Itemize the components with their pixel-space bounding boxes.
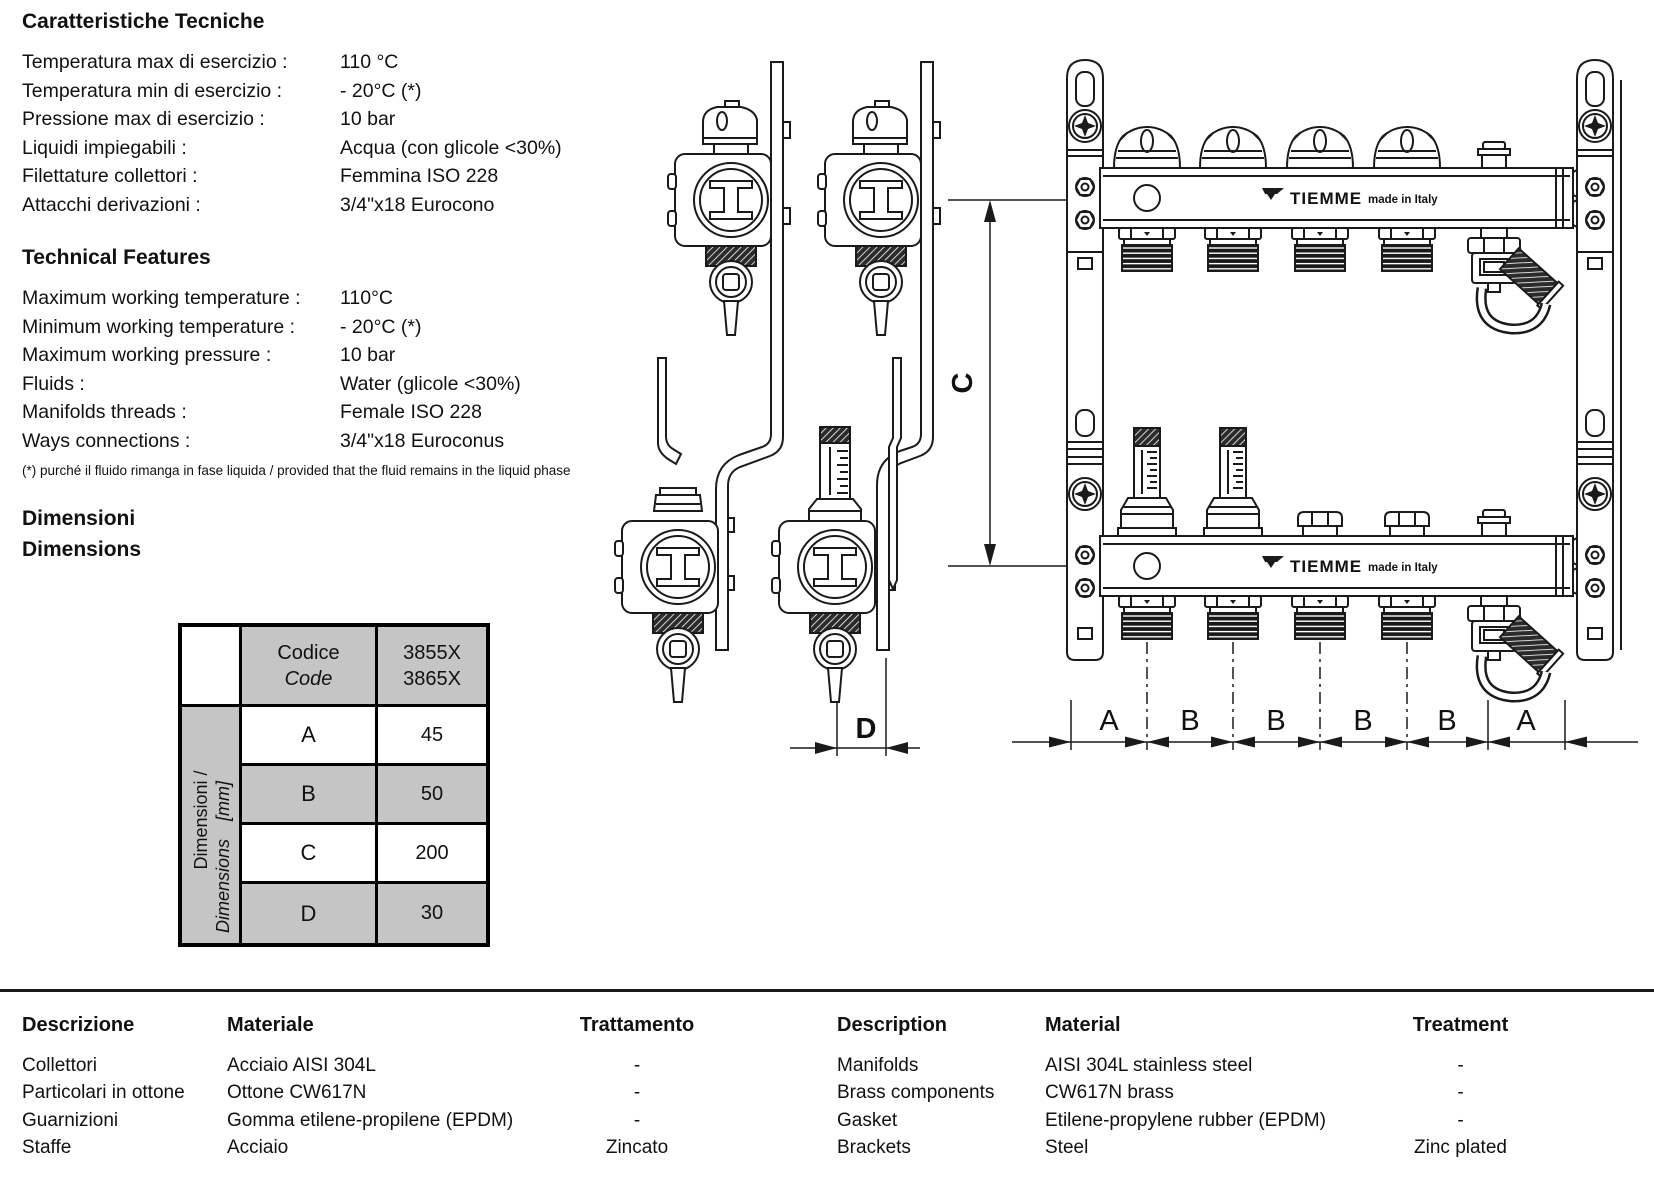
- spec-value: Femmina ISO 228: [340, 165, 499, 188]
- material-cell: Manifolds: [837, 1054, 919, 1076]
- spec-label: Liquidi impiegabili :: [22, 136, 187, 159]
- technical-drawing: [575, 0, 1654, 790]
- material-cell: Gomma etilene-propilene (EPDM): [227, 1109, 514, 1131]
- hex-cap: [1385, 512, 1429, 536]
- spec-value: Female ISO 228: [340, 401, 482, 424]
- material-cell: Guarnizioni: [22, 1109, 119, 1131]
- material-cell: -: [633, 1082, 641, 1103]
- side-label-it: Dimensioni /: [191, 770, 211, 870]
- valve-cap: [1374, 127, 1440, 168]
- dim-row-letter: D: [242, 884, 378, 943]
- side-view-drawing-right: [772, 62, 940, 756]
- code-label-it: Codice: [277, 641, 340, 664]
- dim-row-letter: B: [242, 766, 378, 825]
- material-cell: Particolari in ottone: [22, 1082, 185, 1103]
- dimensions-side-label: [182, 707, 242, 943]
- material-cell: Acciaio AISI 304L: [227, 1054, 376, 1076]
- euroconus-outlet: [1205, 596, 1261, 639]
- material-cell: Staffe: [22, 1137, 72, 1158]
- spec-label: Attacchi derivazioni :: [22, 193, 201, 216]
- spec-value: - 20°C (*): [340, 315, 422, 338]
- liquid-phase-footnote: (*) purché il fluido rimanga in fase liquida / provided that the fluid remains in the liquid phase: [22, 463, 571, 478]
- material-cell: -: [633, 1109, 641, 1131]
- material-cell: -: [633, 1054, 641, 1076]
- material-cell: Collettori: [22, 1054, 97, 1076]
- material-cell: Brackets: [837, 1137, 911, 1158]
- spec-value: - 20°C (*): [340, 79, 422, 102]
- code-header-cell: [242, 627, 378, 707]
- material-cell: Ottone CW617N: [227, 1082, 367, 1103]
- tech-features-title-it: Caratteristiche Tecniche: [22, 10, 265, 33]
- brand-text: TIEMME: [1290, 189, 1363, 208]
- spec-value: 10 bar: [340, 108, 396, 131]
- material-cell: Gasket: [837, 1109, 898, 1131]
- dim-a-label: A: [1099, 705, 1119, 737]
- dim-b-label: B: [1180, 705, 1200, 737]
- dim-row-value: 200: [378, 825, 486, 884]
- spec-value: 3/4"x18 Eurocono: [340, 193, 495, 216]
- spec-value: 110 °C: [340, 51, 399, 73]
- brand-text: TIEMME: [1290, 557, 1363, 576]
- spec-label: Pressione max di esercizio :: [22, 108, 265, 131]
- dim-row-value: 30: [378, 884, 486, 943]
- valve-side-top: [668, 101, 771, 335]
- spec-label: Temperatura min di esercizio :: [22, 79, 283, 102]
- euroconus-outlet: [1205, 228, 1261, 271]
- tech-features-list-it: [22, 48, 562, 220]
- front-view-drawing: [947, 60, 1638, 750]
- material-cell: Brass components: [837, 1082, 995, 1103]
- hex-cap: [1298, 512, 1342, 536]
- spec-value: 3/4"x18 Euroconus: [340, 429, 505, 452]
- materials-header: Descrizione: [22, 1014, 135, 1036]
- code-value: 3865X: [403, 667, 461, 690]
- spec-value: Acqua (con glicole <30%): [340, 136, 562, 159]
- side-view-drawing-left: [615, 62, 790, 702]
- material-cell: Zincato: [605, 1137, 669, 1158]
- dimensions-heading-en: Dimensions: [22, 538, 142, 561]
- connecting-pipe: [889, 358, 901, 589]
- dimensions-table: [178, 623, 490, 947]
- side-label-en: Dimensions: [213, 838, 233, 933]
- materials-header: Description: [837, 1014, 948, 1036]
- dim-row-letter: A: [242, 707, 378, 766]
- drain-valve: [1468, 228, 1563, 329]
- material-cell: Etilene-propylene rubber (EPDM): [1045, 1109, 1326, 1131]
- material-cell: Zinc plated: [1414, 1137, 1507, 1158]
- spec-value: Water (glicole <30%): [340, 372, 521, 395]
- tech-features-list-en: [22, 284, 521, 456]
- materials-table-it: [22, 1012, 697, 1162]
- spec-label: Temperatura max di esercizio :: [22, 51, 288, 73]
- dim-row-value: 45: [378, 707, 486, 766]
- valve-side-top: [818, 101, 921, 335]
- material-cell: -: [1457, 1109, 1464, 1131]
- spec-label: Ways connections :: [22, 429, 191, 452]
- flowmeter: [1118, 428, 1176, 536]
- valve-cap: [1287, 127, 1353, 168]
- dim-c-label: C: [947, 372, 979, 394]
- dimension-c: [947, 200, 1068, 566]
- materials-table-en: [837, 1012, 1518, 1162]
- spec-label: Maximum working pressure :: [22, 344, 272, 367]
- euroconus-outlet: [1292, 596, 1348, 639]
- valve-side-bottom-flowmeter: [772, 427, 875, 702]
- dim-row-value: 50: [378, 766, 486, 825]
- euroconus-outlet: [1119, 228, 1175, 271]
- material-cell: AISI 304L stainless steel: [1045, 1054, 1253, 1076]
- material-cell: CW617N brass: [1045, 1082, 1174, 1103]
- dimensions-heading-it: Dimensioni: [22, 507, 136, 530]
- valve-cap: [1200, 127, 1266, 168]
- dimension-d: [790, 658, 920, 756]
- materials-header: Treatment: [1412, 1014, 1509, 1036]
- dim-d-label: D: [855, 713, 877, 745]
- made-in-italy-text: made in Italy: [1368, 562, 1438, 574]
- materials-header: Trattamento: [579, 1014, 695, 1036]
- spec-label: Minimum working temperature :: [22, 315, 296, 338]
- code-values-cell: [378, 627, 486, 707]
- spec-value: 10 bar: [340, 344, 396, 367]
- drain-valve: [1468, 596, 1563, 697]
- materials-header: Material: [1045, 1014, 1121, 1036]
- dimensions-heading: [22, 503, 141, 565]
- connecting-pipe: [658, 358, 681, 464]
- spec-value: 110°C: [340, 287, 393, 309]
- dimensions-side-label-cell: [182, 707, 242, 943]
- dim-b-label: B: [1437, 705, 1457, 737]
- dim-row-letter: C: [242, 825, 378, 884]
- spec-label: Fluids :: [22, 372, 85, 395]
- material-cell: -: [1457, 1082, 1464, 1103]
- dim-b-label: B: [1266, 705, 1286, 737]
- flowmeter: [1204, 428, 1262, 536]
- valve-side-bottom-plain: [615, 488, 718, 702]
- material-cell: -: [1457, 1054, 1464, 1076]
- dim-b-label: B: [1353, 705, 1373, 737]
- spec-label: Manifolds threads :: [22, 401, 187, 424]
- euroconus-outlet: [1292, 228, 1348, 271]
- tech-features-title-en: Technical Features: [22, 246, 211, 269]
- material-cell: Acciaio: [227, 1137, 289, 1158]
- side-label-unit: [mm]: [213, 780, 233, 821]
- end-fitting: [1478, 142, 1510, 168]
- euroconus-outlet: [1379, 228, 1435, 271]
- dim-a-label: A: [1516, 705, 1536, 737]
- spec-label: Filettature collettori :: [22, 165, 198, 188]
- code-label-en: Code: [284, 667, 333, 690]
- euroconus-outlet: [1379, 596, 1435, 639]
- materials-header: Materiale: [227, 1014, 314, 1036]
- dimensions-table-corner-cell: [182, 627, 242, 707]
- euroconus-outlet: [1119, 596, 1175, 639]
- spec-label: Maximum working temperature :: [22, 287, 301, 309]
- valve-cap: [1114, 127, 1180, 168]
- end-fitting: [1478, 510, 1510, 536]
- section-divider: [0, 989, 1654, 992]
- material-cell: Steel: [1045, 1137, 1089, 1158]
- code-value: 3855X: [403, 641, 461, 664]
- made-in-italy-text: made in Italy: [1368, 194, 1438, 206]
